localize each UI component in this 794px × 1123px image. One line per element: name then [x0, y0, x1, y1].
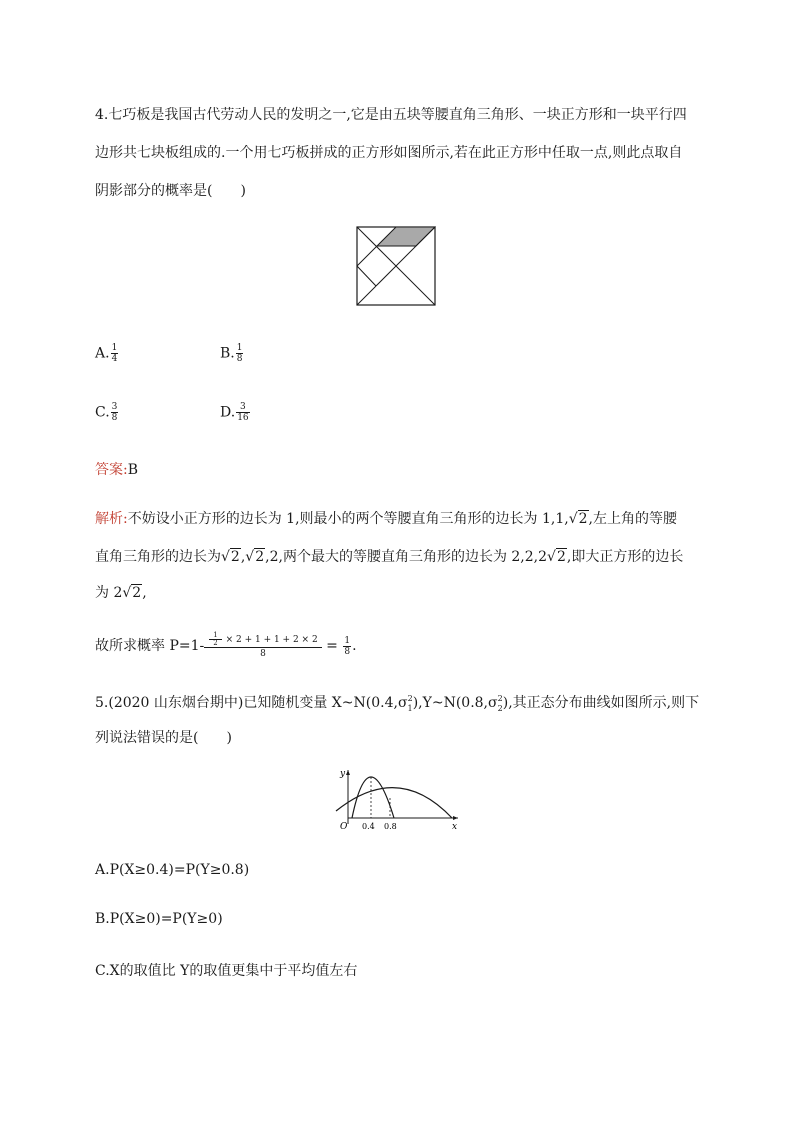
- q4-option-a[interactable]: A. $\frac{1}{4}$: [95, 343, 118, 364]
- q4-text-line3: 阴影部分的概率是( ): [95, 183, 246, 199]
- tangram-figure: [356, 226, 436, 306]
- q5-option-b[interactable]: B.P(X≥0)=P(Y≥0): [95, 911, 223, 927]
- curve-x: [352, 777, 394, 818]
- q5-option-a[interactable]: A.P(X≥0.4)=P(Y≥0.8): [95, 862, 250, 878]
- normal-distribution-graph: [334, 766, 464, 836]
- analysis-line4: 故所求概率 P=1- $\frac{1}{2}$ × 2 + 1 + 1 + 2 × 2 8 = $\frac{1}{8}$ .: [95, 631, 357, 659]
- svg-text:x: x: [452, 822, 458, 832]
- q4-text-line1: 4.七巧板是我国古代劳动人民的发明之一,它是由五块等腰直角三角形、一块正方形和一块平行四: [95, 107, 687, 123]
- probability-fraction: $\frac{1}{2}$ × 2 + 1 + 1 + 2 × 2 8: [204, 632, 321, 660]
- analysis-line3: 为 2√2,: [95, 585, 147, 601]
- answer-value: B: [127, 462, 139, 478]
- svg-text:0.8: 0.8: [384, 822, 397, 831]
- svg-text:O: O: [340, 822, 348, 832]
- svg-text:y: y: [340, 769, 346, 779]
- answer-label: 答案:: [95, 462, 128, 478]
- q5-option-c[interactable]: C.X的取值比 Y的取值更集中于平均值左右: [95, 963, 358, 979]
- analysis-label: 解析:: [95, 511, 128, 527]
- q4-option-b[interactable]: B. $\frac{1}{8}$: [220, 343, 243, 364]
- q4-text-line2: 边形共七块板组成的.一个用七巧板拼成的正方形如图所示,若在此正方形中任取一点,则此点取自: [95, 145, 683, 161]
- svg-text:0.4: 0.4: [362, 822, 375, 831]
- q5-text-line2: 列说法错误的是( ): [95, 730, 232, 746]
- q4-option-d[interactable]: D. $\frac{3}{16}$: [220, 402, 249, 423]
- analysis-line1: 解析:不妨设小正方形的边长为 1,则最小的两个等腰直角三角形的边长为 1,1,√2,左上角的等腰: [95, 511, 677, 527]
- analysis-line2: 直角三角形的边长为√2,√2,2,两个最大的等腰直角三角形的边长为 2,2,2√2,即大正方形的边长: [95, 549, 684, 565]
- q4-option-c[interactable]: C. $\frac{3}{8}$: [95, 402, 118, 423]
- q5-text-line1: 5.(2020 山东烟台期中)已知随机变量 $X\sim N(0.4,\sigma_1^2),Y\sim N(0.8,\sigma_2^2)$,其正态分布曲线如图所示,则下: [95, 694, 700, 713]
- answer-line: [95, 459, 138, 479]
